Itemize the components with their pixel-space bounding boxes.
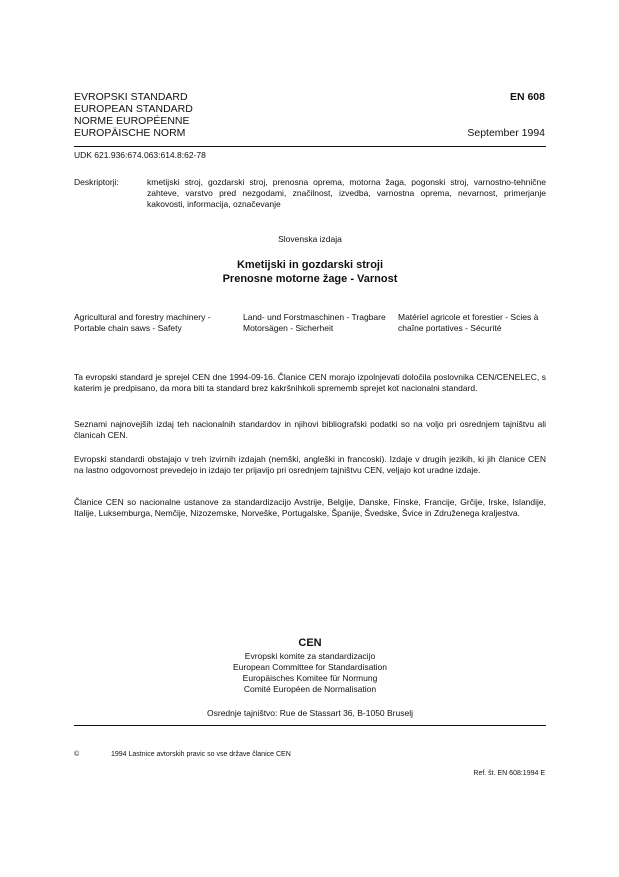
header-line-4: EUROPÄISCHE NORM — [74, 127, 186, 139]
title-french: Matériel agricole et forestier - Scies à chaîne portatives - Sécurité — [398, 312, 539, 333]
title-line-2: Prenosne motorne žage - Varnost — [222, 273, 398, 285]
paragraph-adoption: Ta evropski standard je sprejel CEN dne 1994-09-16. Članice CEN morajo izpolnjevati določila poslovnika CEN/CENELEC, s katerim je predpisano, da mora biti ta standard brez kakršnihkoli sprememb sprejet kot nacionalni standard. — [74, 372, 546, 393]
document-title — [74, 258, 546, 286]
edition-label: Slovenska izdaja — [278, 234, 342, 244]
cen-name-sl: Evropski komite za standardizacijo — [244, 651, 376, 661]
cen-name-fr: Comité Européen de Normalisation — [243, 684, 377, 694]
copyright-icon: © — [74, 751, 80, 758]
header-divider — [74, 146, 546, 147]
udk-code: UDK 621.936:674.063:614.8:62-78 — [74, 150, 206, 160]
paragraph-versions: Evropski standardi obstajajo v treh izvirnih izdajah (nemški, angleški in francoski). Izdaje v drugih jezikih, ki jih članice CEN na lastno odgovornost prevedejo in izdajo ter prijavijo pri osrednjem tajništvu CEN, veljajo kot uradne izdaje. — [74, 454, 546, 475]
cen-secretariat: Osrednje tajništvo: Rue de Stassart 36, B-1050 Bruselj — [207, 708, 413, 718]
paragraph-lists: Seznami najnovejših izdaj teh nacionalnih standardov in njihovi bibliografski podatki so na voljo pri osrednjem tajništvu ali članicah CEN. — [74, 419, 546, 440]
publication-date: September 1994 — [467, 127, 545, 139]
copyright-text: 1994 Lastnice avtorskih pravic so vse države članice CEN — [111, 751, 291, 758]
title-line-1: Kmetijski in gozdarski stroji — [236, 259, 384, 271]
header-line-1: EVROPSKI STANDARD — [74, 91, 188, 103]
cen-title: CEN — [298, 637, 322, 649]
cen-name-en: European Committee for Standardisation — [232, 662, 388, 672]
descriptors-label: Deskriptorji: — [74, 177, 119, 187]
header-line-2: EUROPEAN STANDARD — [74, 103, 193, 115]
footer-divider — [74, 725, 546, 726]
paragraph-members: Članice CEN so nacionalne ustanove za standardizacijo Avstrije, Belgije, Danske, Finske, Francije, Grčije, Irske, Islandije, Italije, Luksemburga, Nemčije, Nizozemske, Norveške, Portugalske, Španije, Švedske, Švice in Združenega kraljestva. — [74, 497, 546, 518]
header-line-3: NORME EUROPÉENNE — [74, 115, 190, 127]
descriptors-text: kmetijski stroj, gozdarski stroj, prenosna oprema, motorna žaga, pogonski stroj, varnostno-tehnične zahteve, varstvo pred nezgodami, značilnost, izvedba, varnostna oprema, nevarnost, primerjanje kakovosti, informacija, označevanje — [147, 177, 546, 209]
title-english: Agricultural and forestry machinery - Portable chain saws - Safety — [74, 312, 211, 333]
standard-number: EN 608 — [509, 91, 545, 103]
title-german: Land- und Forstmaschinen - Tragbare Motorsägen - Sicherheit — [243, 312, 386, 333]
cen-name-de: Europäisches Komitee für Normung — [242, 673, 378, 683]
cen-names — [74, 651, 546, 695]
standard-header — [74, 91, 193, 139]
reference-number: Ref. št. EN 608:1994 E — [473, 770, 545, 777]
